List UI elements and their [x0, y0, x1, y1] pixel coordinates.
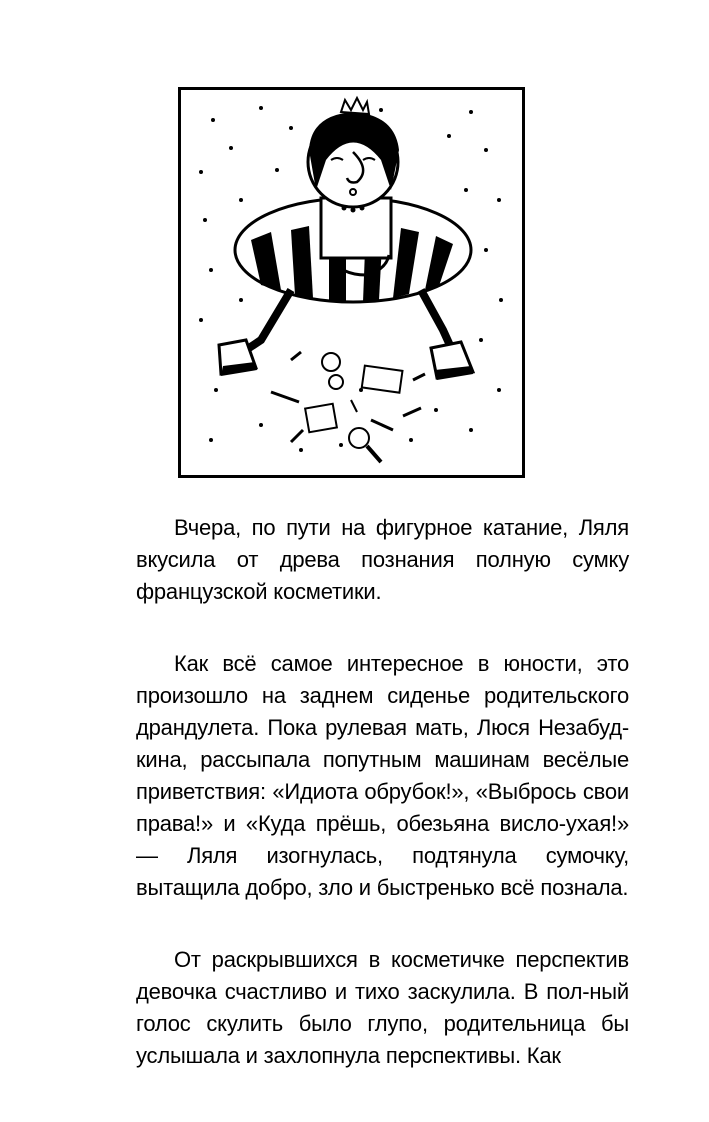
paragraph-3: От раскрывшихся в косметичке перспектив девочка счастливо и тихо заскулила. В пол-ный голос скулить было глупо, родительница бы услышала и захлопнула перспективы. Как: [136, 947, 629, 1068]
illustration-frame: [178, 87, 525, 478]
paragraph-2: Как всё самое интересное в юности, это произошло на заднем сиденье родительского драндулета. Пока рулевая мать, Люся Незабуд-кина, рассыпала попутным машинам весёлые приветствия: «Идиота обрубок!», «Выбрось свои права!» и «Куда прёшь, обезьяна висло-ухая!» — Ляля изогнулась, подтянула сумочку, вытащила добро, зло и быстренько всё познала.: [136, 651, 629, 900]
body-text: [136, 512, 629, 1072]
paragraph-1: Вчера, по пути на фигурное катание, Ляля вкусила от древа познания полную сумку французской косметики.: [136, 515, 629, 604]
girl-illustration-icon: [181, 90, 522, 475]
